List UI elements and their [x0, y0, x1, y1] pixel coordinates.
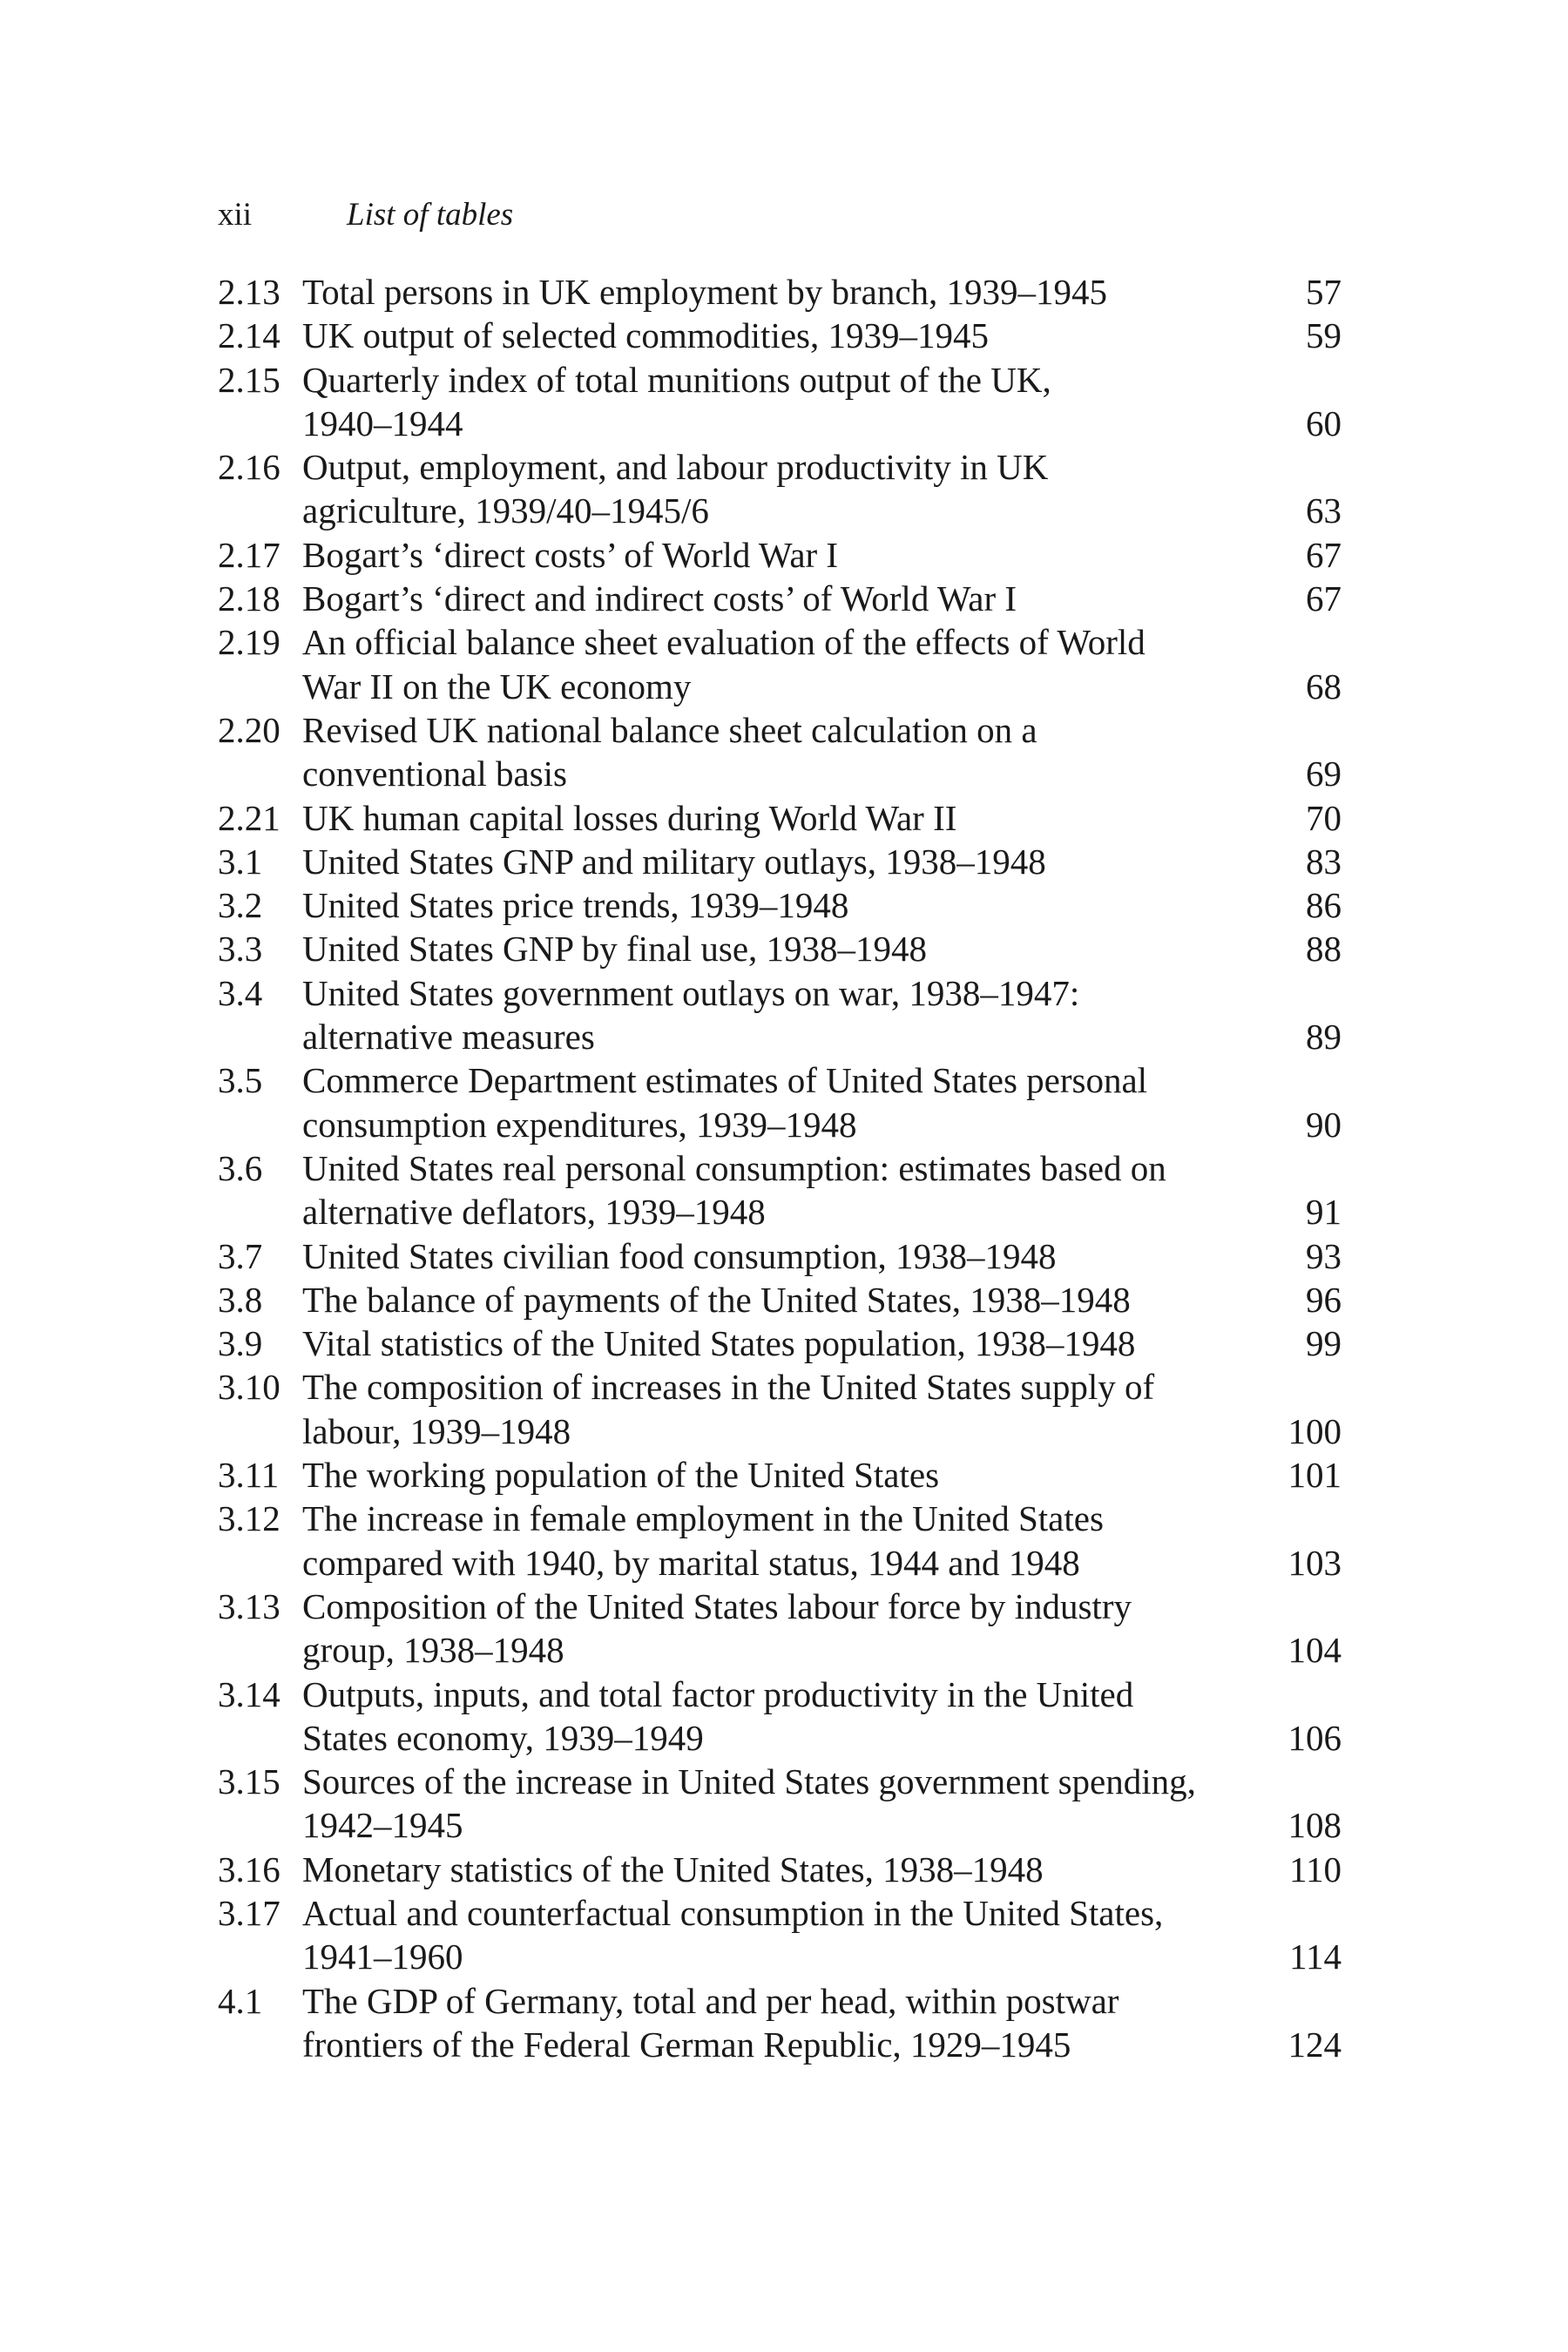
table-title-line: The increase in female employment in the United States [302, 1498, 1104, 1539]
table-entry [218, 1234, 1342, 1278]
page-number: 106 [1288, 1717, 1342, 1758]
table-title-line: War II on the UK economy [302, 666, 692, 706]
page-number: 67 [1306, 578, 1342, 619]
table-entry [218, 1979, 1342, 2067]
page-number: 63 [1306, 490, 1342, 531]
table-title-line: compared with 1940, by marital status, 1944 and 1948 [302, 1542, 1080, 1583]
table-number: 3.2 [218, 885, 263, 926]
table-entry [218, 1673, 1342, 1761]
table-entry [218, 1278, 1342, 1321]
table-title-line: 1942–1945 [302, 1805, 463, 1846]
table-title-line: Total persons in UK employment by branch, 1939–1945 [302, 272, 1108, 312]
table-title-line: The GDP of Germany, total and per head, within postwar [302, 1980, 1119, 2021]
table-number: 3.6 [218, 1147, 263, 1188]
table-number: 2.13 [218, 272, 280, 312]
table-title-line: UK output of selected commodities, 1939–1945 [302, 315, 989, 356]
table-entry [218, 620, 1342, 708]
page-number: 93 [1306, 1235, 1342, 1276]
table-title-line: Output, employment, and labour productivity in UK [302, 447, 1049, 488]
table-title [302, 1891, 1211, 1979]
table-title-line: Vital statistics of the United States population, 1938–1948 [302, 1323, 1136, 1364]
table-title-line: Bogart’s ‘direct and indirect costs’ of World War I [302, 578, 1017, 619]
table-title [302, 270, 1211, 314]
table-title-line: consumption expenditures, 1939–1948 [302, 1104, 857, 1145]
table-entry [218, 1760, 1342, 1848]
table-title-line: labour, 1939–1948 [302, 1410, 571, 1451]
table-title-line: Actual and counterfactual consumption in the United States, [302, 1892, 1164, 1933]
table-title-line: alternative measures [302, 1017, 595, 1058]
table-title [302, 708, 1211, 796]
table-entry [218, 883, 1342, 927]
page-number: 90 [1306, 1104, 1342, 1145]
page-number: 103 [1288, 1542, 1342, 1583]
table-number: 3.11 [218, 1455, 280, 1496]
table-title [302, 927, 1211, 970]
page-folio: xii [218, 197, 253, 233]
table-entry [218, 1891, 1342, 1979]
table-title [302, 1234, 1211, 1278]
table-number: 3.3 [218, 929, 263, 970]
table-number: 3.16 [218, 1848, 280, 1889]
table-title-line: The balance of payments of the United States, 1938–1948 [302, 1279, 1131, 1320]
table-number: 2.15 [218, 359, 280, 400]
table-title-line: Composition of the United States labour force by industry [302, 1585, 1132, 1626]
table-title-line: Monetary statistics of the United States, 1938–1948 [302, 1848, 1044, 1889]
table-title [302, 883, 1211, 927]
table-entry [218, 1321, 1342, 1365]
page-number: 108 [1288, 1805, 1342, 1846]
table-number: 2.16 [218, 447, 280, 488]
table-title [302, 314, 1211, 357]
page-number: 91 [1306, 1192, 1342, 1233]
page-number: 57 [1306, 272, 1342, 312]
table-entry [218, 1453, 1342, 1497]
table-number: 3.1 [218, 841, 263, 882]
table-title [302, 971, 1211, 1059]
page-number: 60 [1306, 402, 1342, 443]
page-number: 124 [1288, 2024, 1342, 2065]
table-title [302, 1979, 1211, 2067]
table-number: 2.21 [218, 797, 280, 838]
table-title [302, 1146, 1211, 1234]
page-number: 70 [1306, 797, 1342, 838]
table-title [302, 1321, 1211, 1365]
table-entry [218, 1497, 1342, 1585]
table-title [302, 1278, 1211, 1321]
table-title-line: 1941–1960 [302, 1936, 463, 1977]
table-entry [218, 1848, 1342, 1891]
table-entry [218, 840, 1342, 883]
table-title [302, 840, 1211, 883]
page-number: 101 [1288, 1455, 1342, 1496]
table-title-line: agriculture, 1939/40–1945/6 [302, 490, 709, 531]
table-title-line: Bogart’s ‘direct costs’ of World War I [302, 534, 839, 575]
page-number: 88 [1306, 929, 1342, 970]
page-number: 86 [1306, 885, 1342, 926]
table-title-line: Revised UK national balance sheet calculation on a [302, 709, 1037, 750]
table-number: 2.18 [218, 578, 280, 619]
table-title [302, 445, 1211, 533]
table-entry [218, 533, 1342, 577]
table-title-line: United States government outlays on war, 1938–1947: [302, 972, 1080, 1013]
page-number: 104 [1288, 1630, 1342, 1671]
table-title [302, 358, 1211, 446]
table-title-line: UK human capital losses during World War II [302, 797, 957, 838]
table-number: 2.17 [218, 534, 280, 575]
table-number: 3.5 [218, 1060, 263, 1101]
table-title-line: States economy, 1939–1949 [302, 1717, 704, 1758]
table-entry [218, 796, 1342, 840]
table-title [302, 1058, 1211, 1146]
page-number: 83 [1306, 841, 1342, 882]
page-number: 99 [1306, 1323, 1342, 1364]
table-title [302, 796, 1211, 840]
page-number: 59 [1306, 315, 1342, 356]
table-title-line: frontiers of the Federal German Republic, 1929–1945 [302, 2024, 1071, 2065]
table-entry [218, 927, 1342, 970]
table-title [302, 533, 1211, 577]
table-title [302, 620, 1211, 708]
table-entry [218, 1585, 1342, 1673]
table-title-line: Sources of the increase in United States government spending, [302, 1761, 1196, 1802]
table-title-line: The working population of the United States [302, 1455, 940, 1496]
page-number: 110 [1289, 1848, 1342, 1889]
page-number: 96 [1306, 1279, 1342, 1320]
table-title-line: Commerce Department estimates of United States personal [302, 1060, 1148, 1101]
table-title-line: conventional basis [302, 754, 568, 794]
running-head [218, 193, 513, 237]
table-entry [218, 1058, 1342, 1146]
page-number: 68 [1306, 666, 1342, 706]
table-title [302, 1848, 1211, 1891]
table-title-line: United States price trends, 1939–1948 [302, 885, 849, 926]
table-number: 2.20 [218, 709, 280, 750]
table-number: 3.17 [218, 1892, 280, 1933]
table-entry [218, 314, 1342, 357]
table-title-line: United States GNP and military outlays, 1938–1948 [302, 841, 1046, 882]
table-title [302, 1497, 1211, 1585]
table-title-line: United States GNP by final use, 1938–1948 [302, 929, 928, 970]
table-number: 2.14 [218, 315, 280, 356]
table-number: 3.10 [218, 1367, 280, 1408]
table-number: 3.9 [218, 1323, 263, 1364]
table-entry [218, 971, 1342, 1059]
table-title-line: United States civilian food consumption, 1938–1948 [302, 1235, 1057, 1276]
page-number: 89 [1306, 1017, 1342, 1058]
page-number: 114 [1289, 1936, 1342, 1977]
table-title [302, 1585, 1211, 1673]
table-entry [218, 445, 1342, 533]
table-title [302, 577, 1211, 620]
table-number: 3.12 [218, 1498, 280, 1539]
table-number: 3.8 [218, 1279, 263, 1320]
table-number: 3.15 [218, 1761, 280, 1802]
table-entry [218, 1146, 1342, 1234]
table-number: 3.14 [218, 1673, 280, 1714]
table-number: 4.1 [218, 1980, 263, 2021]
table-title [302, 1760, 1211, 1848]
page-number: 100 [1288, 1410, 1342, 1451]
table-title-line: 1940–1944 [302, 402, 463, 443]
table-number: 2.19 [218, 622, 280, 663]
table-title-line: The composition of increases in the United States supply of [302, 1367, 1155, 1408]
table-title-line: group, 1938–1948 [302, 1630, 564, 1671]
running-head-title: List of tables [347, 197, 514, 233]
page-number: 69 [1306, 754, 1342, 794]
table-entry [218, 1365, 1342, 1453]
table-title-line: United States real personal consumption: estimates based on [302, 1147, 1166, 1188]
table-title-line: Outputs, inputs, and total factor productivity in the United [302, 1673, 1134, 1714]
table-title [302, 1365, 1211, 1453]
list-of-tables [218, 270, 1342, 2066]
table-number: 3.13 [218, 1585, 280, 1626]
table-entry [218, 270, 1342, 314]
table-entry [218, 358, 1342, 446]
table-title-line: alternative deflators, 1939–1948 [302, 1192, 766, 1233]
table-number: 3.4 [218, 972, 263, 1013]
table-title-line: Quarterly index of total munitions output of the UK, [302, 359, 1051, 400]
table-title [302, 1673, 1211, 1761]
table-entry [218, 708, 1342, 796]
page-number: 67 [1306, 534, 1342, 575]
table-number: 3.7 [218, 1235, 263, 1276]
table-title-line: An official balance sheet evaluation of the effects of World [302, 622, 1146, 663]
table-entry [218, 577, 1342, 620]
table-title [302, 1453, 1211, 1497]
